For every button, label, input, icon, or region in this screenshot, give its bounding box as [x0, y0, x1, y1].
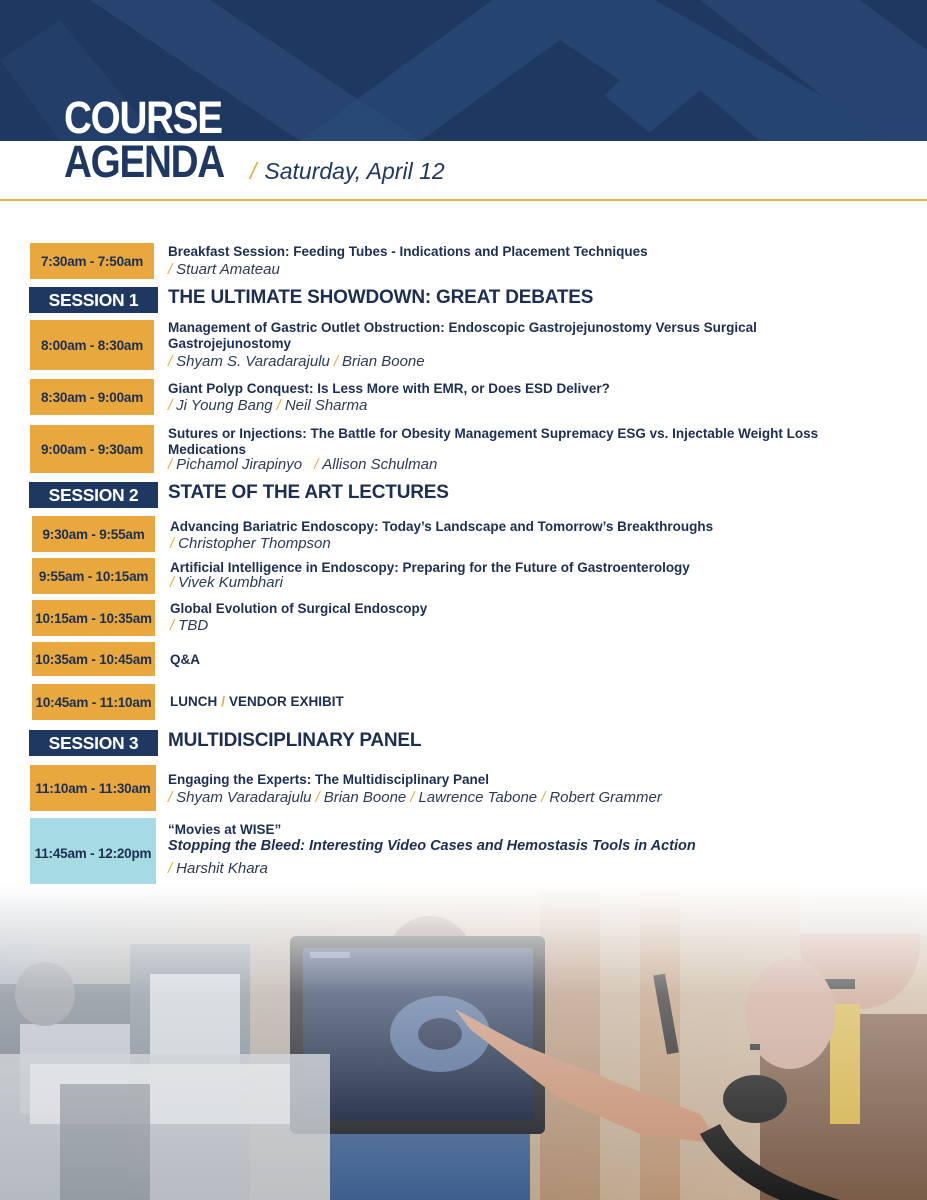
- date-text: Saturday, April 12: [264, 158, 445, 184]
- time-slot: 9:30am - 9:55am: [32, 516, 155, 552]
- endoscopy-training-photo: [0, 884, 927, 1200]
- session-1-title: THE ULTIMATE SHOWDOWN: GREAT DEBATES: [168, 287, 594, 308]
- time-slot-lunch: 10:45am - 11:10am: [32, 684, 155, 720]
- title-line-2: AGENDA: [64, 136, 224, 187]
- session-item-speakers: / Vivek Kumbhari: [170, 574, 283, 591]
- speaker: Lawrence Tabone: [418, 789, 538, 806]
- session-item-title: Engaging the Experts: The Multidisciplinary Panel: [168, 772, 490, 787]
- lunch-title: LUNCH / VENDOR EXHIBIT: [170, 694, 344, 709]
- session-item-title: Advancing Bariatric Endoscopy: Today’s Landscape and Tomorrow’s Breakthroughs: [170, 519, 714, 534]
- speaker: Christopher Thompson: [178, 535, 331, 552]
- session-3-label: SESSION 3: [29, 730, 158, 756]
- session-item-speakers: / Ji Young Bang / Neil Sharma: [168, 397, 368, 414]
- time-slot-qa: 10:35am - 10:45am: [32, 642, 155, 676]
- speaker: Brian Boone: [342, 353, 425, 370]
- session-item-speakers: / TBD: [170, 617, 209, 634]
- speaker: Allison Schulman: [322, 456, 438, 473]
- session-3-title: MULTIDISCIPLINARY PANEL: [168, 730, 422, 751]
- breakfast-speakers: / Stuart Amateau: [168, 261, 280, 278]
- speaker: Shyam S. Varadarajulu: [176, 353, 330, 370]
- time-slot: 10:15am - 10:35am: [32, 600, 155, 636]
- title-line-1: COURSE: [64, 92, 222, 143]
- time-slot-movies: 11:45am - 12:20pm: [30, 818, 156, 888]
- speaker: Neil Sharma: [284, 397, 368, 414]
- speaker: Brian Boone: [323, 789, 407, 806]
- session-item-speakers: / Shyam S. Varadarajulu / Brian Boone: [168, 353, 425, 370]
- speaker: TBD: [178, 617, 209, 634]
- time-slot: 9:00am - 9:30am: [30, 425, 154, 473]
- speaker: Ji Young Bang: [176, 397, 273, 414]
- session-2-title: STATE OF THE ART LECTURES: [168, 482, 449, 503]
- speaker: Vivek Kumbhari: [178, 574, 283, 591]
- lunch-label: LUNCH: [170, 694, 218, 709]
- breakfast-title: Breakfast Session: Feeding Tubes - Indications and Placement Techniques: [168, 244, 648, 259]
- session-item-title: Global Evolution of Surgical Endoscopy: [170, 601, 428, 616]
- session-item-title: Giant Polyp Conquest: Is Less More with EMR, or Does ESD Deliver?: [168, 381, 610, 396]
- photo-illustration: [0, 884, 927, 1200]
- qa-title: Q&A: [170, 652, 200, 667]
- session-2-label: SESSION 2: [29, 482, 158, 508]
- agenda-date: / Saturday, April 12: [250, 158, 445, 184]
- speaker: Stuart Amateau: [176, 261, 280, 278]
- gold-divider: [0, 199, 927, 201]
- agenda-title: [64, 92, 250, 187]
- time-slot: 11:10am - 11:30am: [30, 765, 156, 811]
- session-item-title: Sutures or Injections: The Battle for Obesity Management Supremacy ESG vs. Injectable Weight Loss Medications: [168, 426, 819, 457]
- session-item-title: Artificial Intelligence in Endoscopy: Preparing for the Future of Gastroenterology: [170, 560, 690, 575]
- speaker: Pichamol Jirapinyo: [176, 456, 303, 473]
- session-1-label: SESSION 1: [29, 287, 158, 313]
- time-slot: 8:00am - 8:30am: [30, 320, 154, 370]
- time-slot-breakfast: 7:30am - 7:50am: [30, 243, 154, 279]
- session-item-speakers: / Pichamol Jirapinyo / Allison Schulman: [168, 456, 438, 473]
- movies-speakers: / Harshit Khara: [168, 860, 268, 877]
- session-item-speakers: / Shyam Varadarajulu / Brian Boone / Lawrence Tabone / Robert Grammer: [168, 789, 662, 806]
- speaker: Harshit Khara: [176, 860, 268, 877]
- session-item-speakers: / Christopher Thompson: [170, 535, 331, 552]
- movies-title: “Movies at WISE”: [168, 822, 282, 837]
- speaker: Shyam Varadarajulu: [176, 789, 312, 806]
- speaker: Robert Grammer: [549, 789, 662, 806]
- vendor-exhibit-label: VENDOR EXHIBIT: [229, 694, 344, 709]
- time-slot: 8:30am - 9:00am: [30, 379, 154, 415]
- session-item-title: Management of Gastric Outlet Obstruction: Endoscopic Gastrojejunostomy Versus Surgical Gastrojejunostomy: [168, 320, 757, 351]
- time-slot: 9:55am - 10:15am: [32, 558, 155, 594]
- movies-subtitle: Stopping the Bleed: Interesting Video Cases and Hemostasis Tools in Action: [168, 838, 696, 854]
